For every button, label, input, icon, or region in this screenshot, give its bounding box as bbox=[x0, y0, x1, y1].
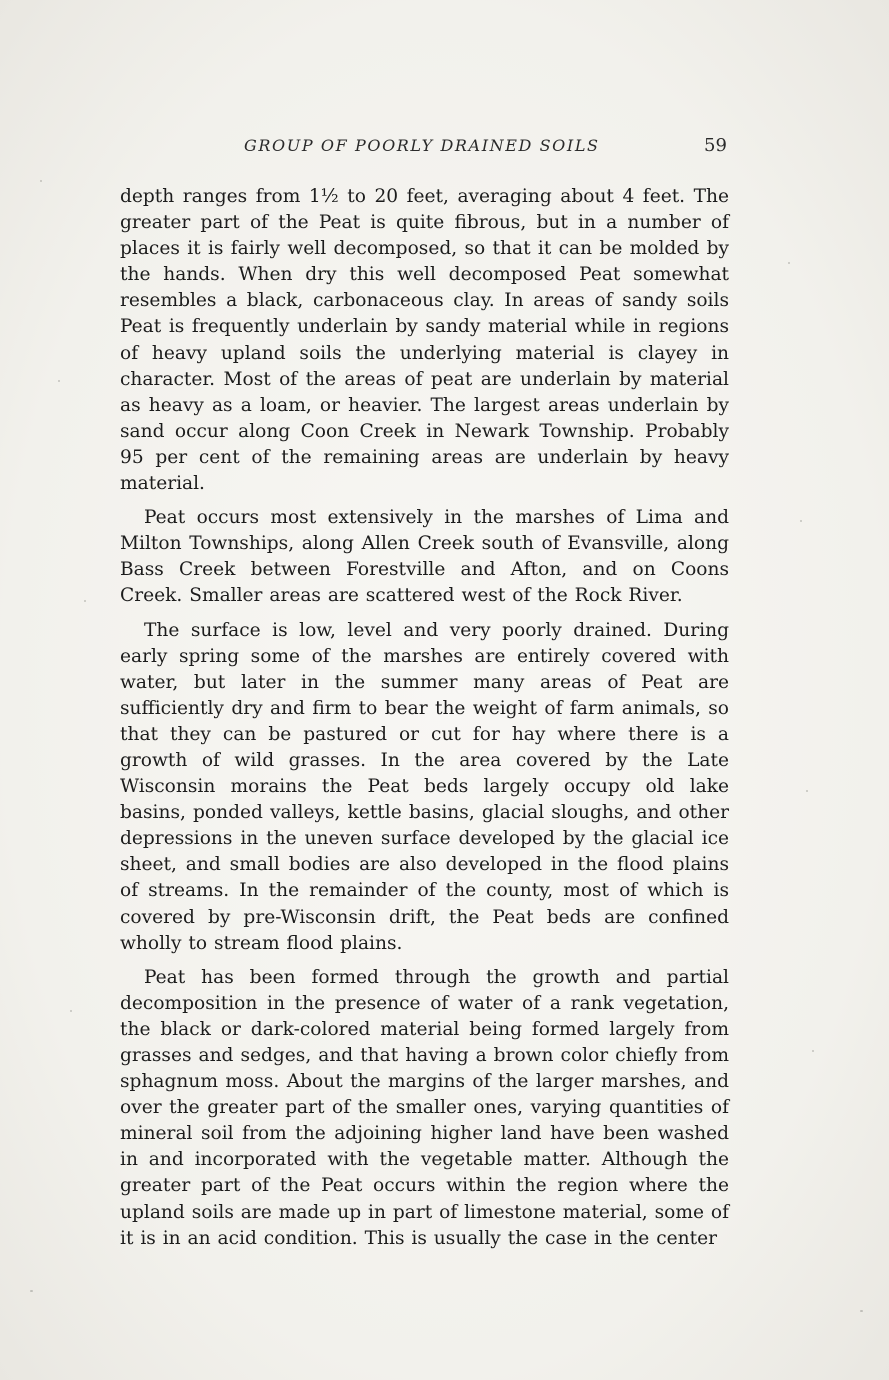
paragraph-surface: The surface is low, level and very poorly drained. During early spring some of the marshes are entirely covered with water, but later in the summer many areas of Peat are sufficiently dry and firm to bear the weight of farm animals, so that they can be pastured or cut for hay where there is a growth of wild grasses. In the area covered by the Late Wisconsin morains the Peat beds largely occupy old lake basins, ponded valleys, kettle basins, glacial sloughs, and other depressions in the uneven surface developed by the glacial ice sheet, and small bodies are also developed in the flood plains of streams. In the remainder of the county, most of which is covered by pre-Wisconsin drift, the Peat beds are confined wholly to stream flood plains. bbox=[120, 619, 729, 954]
scan-speck bbox=[30, 1290, 33, 1292]
paragraph-continued: depth ranges from 1½ to 20 feet, averaging about 4 feet. The greater part of the Peat is quite fibrous, but in a number of places it is fairly well decomposed, so that it can be molded by the hands. When dry this well decomposed Peat somewhat resembles a black, carbonaceous clay. In areas of sandy soils Peat is frequently underlain by sandy material while in regions of heavy upland soils the underlying material is clayey in character. Most of the areas of peat are underlain by material as heavy as a loam, or heavier. The largest areas underlain by sand occur along Coon Creek in Newark Township. Probably 95 per cent of the remaining areas are underlain by heavy material. bbox=[120, 186, 729, 495]
scan-speck bbox=[58, 380, 60, 382]
page-number: 59 bbox=[704, 135, 727, 156]
page-header bbox=[0, 136, 889, 160]
body-text bbox=[120, 184, 729, 1252]
scan-speck bbox=[812, 1050, 814, 1052]
scan-speck bbox=[40, 180, 42, 182]
scan-speck bbox=[806, 790, 808, 792]
scan-speck bbox=[860, 1310, 863, 1312]
scan-speck bbox=[84, 600, 86, 602]
paragraph-distribution: Peat occurs most extensively in the marshes of Lima and Milton Townships, along Allen Creek south of Evansville, along Bass Creek between Forestville and Afton, and on Coons Creek. Smaller areas are scattered west of the Rock River. bbox=[120, 507, 729, 607]
scan-speck bbox=[800, 520, 802, 522]
scan-speck bbox=[788, 262, 790, 264]
paragraph-formation: Peat has been formed through the growth and partial decomposition in the presence of water of a rank vegetation, the black or dark-colored material being formed largely from grasses and sedges, and that having a brown color chiefly from sphagnum moss. About the margins of the larger marshes, and over the greater part of the smaller ones, varying quantities of mineral soil from the adjoining higher land have been washed in and incorporated with the vegetable matter. Although the greater part of the Peat occurs within the region where the upland soils are made up in part of limestone material, some of it is in an acid condition. This is usually the case in the center bbox=[120, 966, 729, 1249]
scan-speck bbox=[70, 1010, 72, 1012]
running-head: GROUP OF POORLY DRAINED SOILS bbox=[244, 136, 600, 155]
